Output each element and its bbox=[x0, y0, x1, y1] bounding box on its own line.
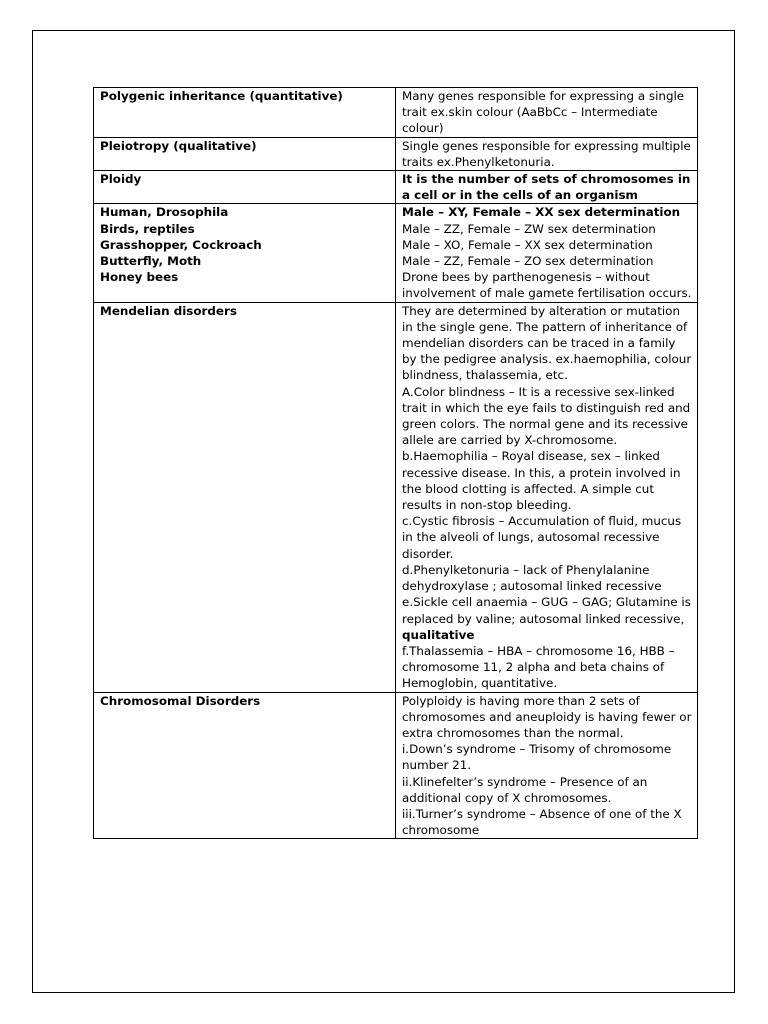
table-row bbox=[94, 171, 698, 204]
description-paragraph bbox=[402, 138, 693, 170]
term-label: Butterfly, Moth bbox=[100, 254, 202, 269]
description-text: d.Phenylketonuria – lack of Phenylalanine dehydroxylase ; autosomal linked recessive bbox=[402, 562, 662, 594]
description-cell bbox=[396, 137, 698, 170]
description-text: b.Haemophilia – Royal disease, sex – linked recessive disease. In this, a protein involved in the blood clotting is affected. A simple cut results in non-stop bleeding. bbox=[402, 449, 681, 513]
notes-table bbox=[93, 87, 698, 839]
term-cell bbox=[94, 137, 396, 170]
description-paragraph bbox=[402, 237, 693, 253]
description-paragraph bbox=[402, 303, 693, 384]
description-text: It is the number of sets of chromosomes in a cell or in the cells of an organism bbox=[402, 172, 691, 203]
table-row bbox=[94, 88, 698, 138]
description-paragraph bbox=[402, 693, 693, 742]
term-label: Mendelian disorders bbox=[100, 303, 237, 318]
term-cell bbox=[94, 204, 396, 302]
term-label: Ploidy bbox=[100, 172, 142, 187]
description-text: e.Sickle cell anaemia – GUG – GAG; Glutamine is replaced by valine; autosomal linked recessive, bbox=[402, 595, 691, 626]
description-cell bbox=[396, 88, 698, 138]
description-text: Male – ZZ, Female – ZW sex determination bbox=[402, 221, 656, 236]
description-text: c.Cystic fibrosis – Accumulation of fluid, mucus in the alveoli of lungs, autosomal recessive disorder. bbox=[402, 514, 682, 561]
table-row bbox=[94, 137, 698, 170]
description-text: Drone bees by parthenogenesis – without involvement of male gamete fertilisation occurs. bbox=[402, 270, 692, 301]
term-cell bbox=[94, 692, 396, 839]
term-label: Honey bees bbox=[100, 270, 179, 285]
description-paragraph bbox=[402, 88, 693, 137]
description-text: They are determined by alteration or mutation in the single gene. The pattern of inheritance of mendelian disorders can be traced in a family by the pedigree analysis. ex.haemophilia, colour blindness, thalassemia, etc. bbox=[402, 303, 692, 383]
term-label: Polygenic inheritance (quantitative) bbox=[100, 89, 343, 103]
term-cell bbox=[94, 88, 396, 138]
description-paragraph bbox=[402, 221, 693, 237]
description-paragraph bbox=[402, 562, 693, 594]
description-paragraph bbox=[402, 643, 693, 692]
description-paragraph bbox=[402, 204, 693, 220]
description-text: f.Thalassemia – HBA – chromosome 16, HBB – chromosome 11, 2 alpha and beta chains of Hemoglobin, quantitative. bbox=[402, 643, 675, 691]
description-cell bbox=[396, 171, 698, 204]
description-paragraph bbox=[402, 253, 693, 269]
description-text: Male – XO, Female – XX sex determination bbox=[402, 237, 653, 252]
description-paragraph bbox=[402, 774, 693, 806]
description-paragraph bbox=[402, 384, 693, 449]
description-text: Polyploidy is having more than 2 sets of chromosomes and aneuploidy is having fewer or extra chromosomes than the normal. bbox=[402, 693, 692, 740]
term-cell bbox=[94, 171, 396, 204]
description-emphasis: qualitative bbox=[402, 627, 475, 642]
term-label: Birds, reptiles bbox=[100, 221, 195, 236]
table-row bbox=[94, 204, 698, 302]
description-paragraph bbox=[402, 513, 693, 562]
description-cell bbox=[396, 302, 698, 692]
description-text: Many genes responsible for expressing a single trait ex.skin colour (AaBbCc – Intermediate colour) bbox=[402, 89, 685, 136]
description-paragraph bbox=[402, 171, 693, 203]
description-paragraph bbox=[402, 594, 693, 643]
term-label: Pleiotropy (qualitative) bbox=[100, 138, 257, 153]
table-row bbox=[94, 692, 698, 839]
description-cell bbox=[396, 692, 698, 839]
description-text: A.Color blindness – It is a recessive sex-linked trait in which the eye fails to distinguish red and green colors. The normal gene and its recessive allele are carried by X-chromosome. bbox=[402, 384, 691, 448]
description-text: ii.Klinefelter’s syndrome – Presence of an additional copy of X chromosomes. bbox=[402, 774, 648, 805]
description-cell bbox=[396, 204, 698, 302]
table-row bbox=[94, 302, 698, 692]
description-text: Male – ZZ, Female – ZO sex determination bbox=[402, 254, 654, 269]
term-cell bbox=[94, 302, 396, 692]
term-label: Human, Drosophila bbox=[100, 205, 229, 220]
term-label: Chromosomal Disorders bbox=[100, 693, 261, 708]
description-paragraph bbox=[402, 741, 693, 773]
description-paragraph bbox=[402, 269, 693, 301]
description-text: i.Down’s syndrome – Trisomy of chromosome number 21. bbox=[402, 742, 672, 773]
description-text: iii.Turner’s syndrome – Absence of one of the X chromosome bbox=[402, 806, 682, 838]
description-paragraph bbox=[402, 806, 693, 838]
notes-table-body bbox=[94, 88, 698, 839]
description-paragraph bbox=[402, 448, 693, 513]
term-label: Grasshopper, Cockroach bbox=[100, 237, 262, 252]
description-text: Single genes responsible for expressing multiple traits ex.Phenylketonuria. bbox=[402, 138, 691, 169]
description-text: Male – XY, Female – XX sex determination bbox=[402, 205, 681, 220]
